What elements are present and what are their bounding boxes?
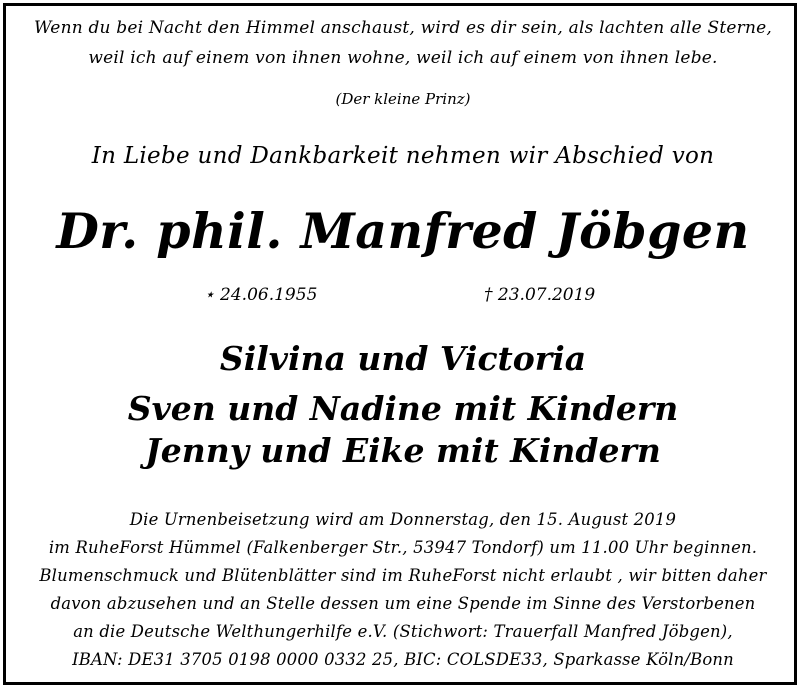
death-date: † 23.07.2019 [484,285,596,305]
quote-source: (Der kleine Prinz) [335,90,471,108]
notice-line-3: Blumenschmuck und Blütenblätter sind im RuheForst nicht erlaubt , wir bitten daher [39,566,767,585]
birth-date: ⋆ 24.06.1955 [204,285,318,305]
notice-line-4: davon abzusehen und an Stelle dessen um eine Spende im Sinne des Verstorbenen [50,594,756,613]
notice-line-5: an die Deutsche Welthungerhilfe e.V. (Stichwort: Trauerfall Manfred Jöbgen), [73,622,733,641]
notice-line-6: IBAN: DE31 3705 0198 0000 0332 25, BIC: COLSDE33, Sparkasse Köln/Bonn [72,650,734,669]
family-line-3: Jenny und Eike mit Kindern [145,431,661,470]
family-line-2: Sven und Nadine mit Kindern [127,389,679,428]
quote-line-1: Wenn du bei Nacht den Himmel anschaust, wird es dir sein, als lachten alle Sterne, [34,18,772,38]
quote-line-2: weil ich auf einem von ihnen wohne, weil ich auf einem von ihnen lebe. [88,48,718,68]
notice-frame [3,3,797,685]
family-line-1: Silvina und Victoria [219,339,587,378]
notice-line-1: Die Urnenbeisetzung wird am Donnerstag, den 15. August 2019 [129,510,677,529]
notice-line-2: im RuheForst Hümmel (Falkenberger Str., 53947 Tondorf) um 11.00 Uhr beginnen. [48,538,758,557]
deceased-name: Dr. phil. Manfred Jöbgen [56,202,750,260]
intro-line: In Liebe und Dankbarkeit nehmen wir Abschied von [91,143,715,169]
